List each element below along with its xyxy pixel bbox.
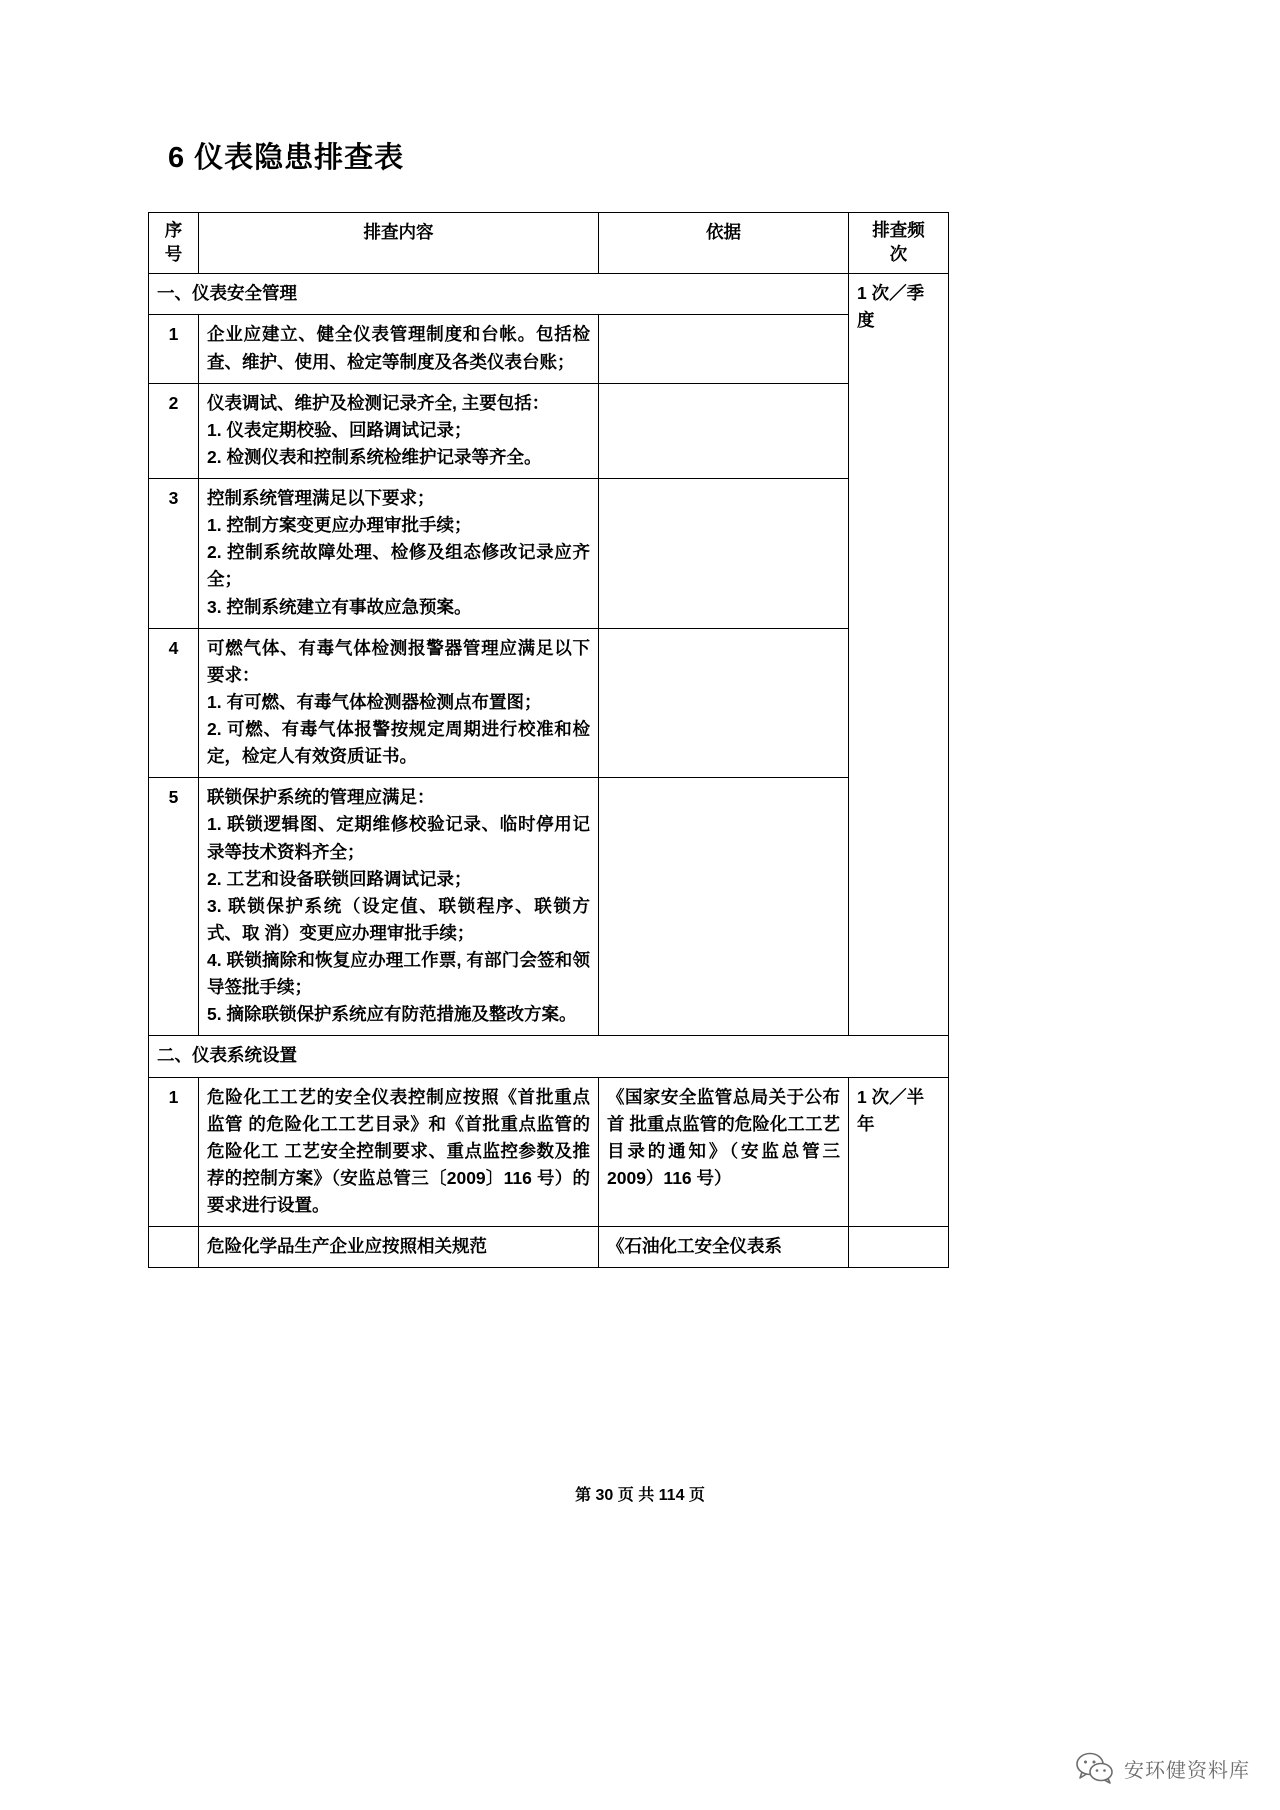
- row-content: 危险化学品生产企业应按照相关规范: [199, 1227, 599, 1268]
- section-row: [149, 274, 949, 315]
- header-freq-line1: 排查频: [872, 220, 925, 240]
- row-basis: [599, 778, 849, 1036]
- table-row: [149, 778, 949, 1036]
- header-no: [149, 213, 199, 274]
- row-no: 5: [149, 778, 199, 1036]
- page-title: 6 仪表隐患排查表: [168, 142, 405, 174]
- row-basis: 《石油化工安全仪表系: [599, 1227, 849, 1268]
- watermark: [1076, 1752, 1250, 1784]
- section-row: [149, 1036, 949, 1077]
- row-basis: [599, 479, 849, 629]
- header-no-line1: 序: [164, 220, 183, 240]
- section-label-2: 二、仪表系统设置: [149, 1036, 949, 1077]
- header-freq: [849, 213, 949, 274]
- table-row: [149, 1227, 949, 1268]
- row-basis: [599, 383, 849, 478]
- page-footer: 第 30 页 共 114 页: [575, 1487, 705, 1504]
- table-row: [149, 479, 949, 629]
- row-basis: 《国家安全监管总局关于公布首 批重点监管的危险化工工艺目录的通知》（安监总管三 2009）116 号）: [599, 1077, 849, 1227]
- row-content: 控制系统管理满足以下要求； 1. 控制方案变更应办理审批手续； 2. 控制系统故障处理、检修及组态修改记录应齐全； 3. 控制系统建立有事故应急预案。: [199, 479, 599, 629]
- row-content: 联锁保护系统的管理应满足： 1. 联锁逻辑图、定期维修校验记录、临时停用记录等技术资料齐全； 2. 工艺和设备联锁回路调试记录； 3. 联锁保护系统（设定值、联锁程序、联锁方式、取 消）变更应办理审批手续； 4. 联锁摘除和恢复应办理工作票, 有部门会签和领导签批手续； 5. 摘除联锁保护系统应有防范措施及整改方案。: [199, 778, 599, 1036]
- row-no: 2: [149, 383, 199, 478]
- section-label-1: 一、仪表安全管理: [149, 274, 849, 315]
- row-no: [149, 1227, 199, 1268]
- table-row: [149, 1077, 949, 1227]
- header-content: 排查内容: [199, 213, 599, 274]
- wechat-icon: [1076, 1752, 1114, 1784]
- row-no: 3: [149, 479, 199, 629]
- row-freq: 1 次／半年: [849, 1077, 949, 1227]
- row-content: 危险化工工艺的安全仪表控制应按照《首批重点监管 的危险化工工艺目录》和《首批重点监管的危险化工 工艺安全控制要求、重点监控参数及推荐的控制方案》（安监总管三〔2009〕116 号）的要求进行设置。: [199, 1077, 599, 1227]
- freq-cell-section-1: 1 次／季度: [849, 274, 949, 1036]
- row-content: 仪表调试、维护及检测记录齐全, 主要包括： 1. 仪表定期校验、回路调试记录； 2. 检测仪表和控制系统检维护记录等齐全。: [199, 383, 599, 478]
- header-no-line2: 号: [164, 243, 183, 264]
- table-row: [149, 383, 949, 478]
- table-row: [149, 628, 949, 778]
- row-basis: [599, 628, 849, 778]
- row-basis: [599, 315, 849, 383]
- row-content: 可燃气体、有毒气体检测报警器管理应满足以下要求： 1. 有可燃、有毒气体检测器检测点布置图； 2. 可燃、有毒气体报警按规定周期进行校准和检定，检定人有效资质证书。: [199, 628, 599, 778]
- row-content: 企业应建立、健全仪表管理制度和台帐。包括检查、维护、使用、检定等制度及各类仪表台账；: [199, 315, 599, 383]
- row-no: 1: [149, 1077, 199, 1227]
- table-row: [149, 315, 949, 383]
- header-basis: 依据: [599, 213, 849, 274]
- row-no: 1: [149, 315, 199, 383]
- header-freq-line2: 次: [889, 243, 908, 264]
- row-freq: [849, 1227, 949, 1268]
- watermark-label: 安环健资料库: [1124, 1759, 1250, 1782]
- hazard-checklist-table: [148, 212, 949, 1268]
- table-header-row: [149, 213, 949, 274]
- row-no: 4: [149, 628, 199, 778]
